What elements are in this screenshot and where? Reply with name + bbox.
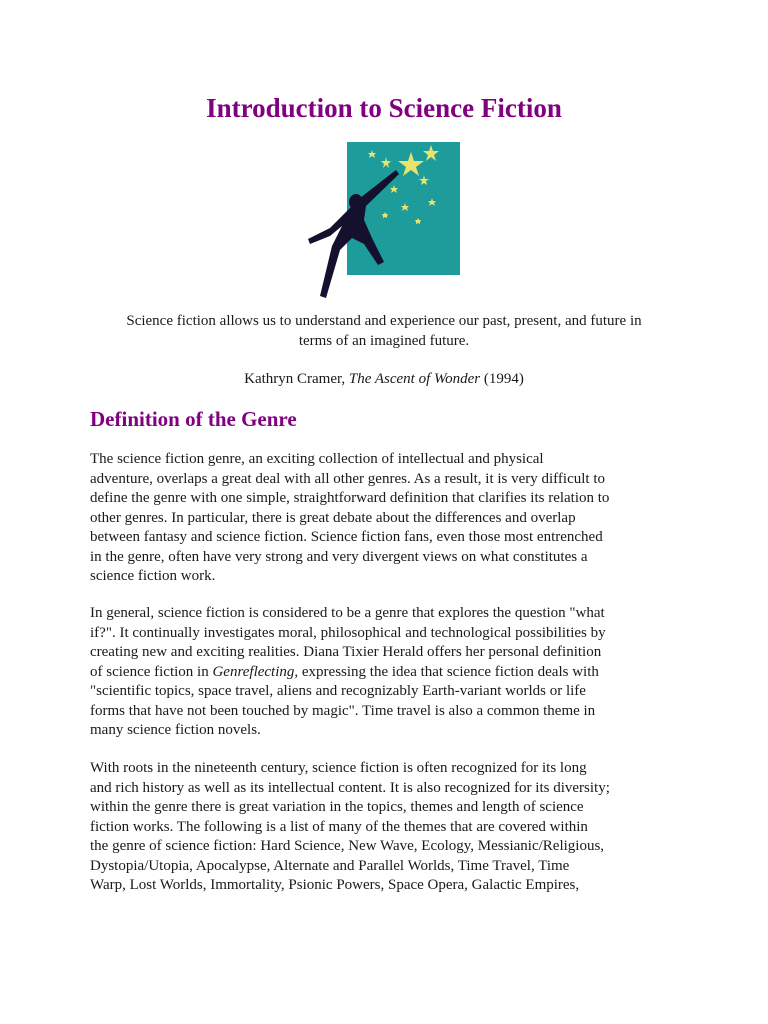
text-run: within the genre there is great variation in the topics, themes and length of science <box>90 799 584 815</box>
opening-quote <box>60 312 708 351</box>
paragraph-line <box>90 702 690 722</box>
text-run: many science fiction novels. <box>90 722 261 738</box>
paragraph <box>90 450 690 587</box>
paragraph-line <box>90 624 690 644</box>
text-run: of science fiction in <box>90 663 213 680</box>
text-run: other genres. In particular, there is great debate about the differences and overlap <box>90 509 576 526</box>
paragraph-line <box>90 837 690 857</box>
paragraph-line <box>90 721 690 741</box>
paragraph-line <box>90 682 690 702</box>
text-run: With roots in the nineteenth century, science fiction is often recognized for its long <box>90 760 587 776</box>
italic-title: Genreflecting <box>212 663 295 680</box>
text-run: In general, science fiction is considered to be a genre that explores the question "what <box>90 605 605 621</box>
text-run: if?". It continually investigates moral, philosophical and technological possibilities by <box>90 624 606 641</box>
text-run: , expressing the idea that science fiction deals with <box>294 663 599 680</box>
text-run: creating new and exciting realities. Diana Tixier Herald offers her personal definition <box>90 644 602 660</box>
paragraph-line <box>90 548 690 568</box>
text-run: the genre of science fiction: Hard Science, New Wave, Ecology, Messianic/Religious, <box>90 838 605 854</box>
paragraph-line <box>90 643 690 663</box>
attribution-work: The Ascent of Wonder <box>348 371 481 387</box>
text-run: in the genre, often have very strong and very divergent views on what constitutes a <box>90 548 588 565</box>
text-run: forms that have not been touched by magic". Time travel is also a common theme in <box>90 702 596 719</box>
text-run: adventure, overlaps a great deal with all other genres. As a result, it is very difficult to <box>90 470 605 487</box>
paragraph <box>90 604 690 741</box>
paragraph-line <box>90 857 690 877</box>
text-run: "scientific topics, space travel, aliens and recognizably Earth-variant worlds or life <box>90 683 586 699</box>
paragraph-line <box>90 567 690 587</box>
text-run: define the genre with one simple, straightforward definition that clarifies its relation to <box>90 490 610 506</box>
text-run: The science fiction genre, an exciting collection of intellectual and physical <box>90 451 544 467</box>
text-run: science fiction work. <box>90 568 216 584</box>
paragraph-line <box>90 450 690 470</box>
paragraph-line <box>90 470 690 490</box>
paragraph <box>90 759 690 896</box>
text-run: Warp, Lost Worlds, Immortality, Psionic Powers, Space Opera, Galactic Empires, <box>90 877 580 893</box>
page-title: Introduction to Science Fiction <box>206 93 562 123</box>
paragraph-line <box>90 818 690 838</box>
quote-line: Science fiction allows us to understand and experience our past, present, and future in <box>126 313 642 329</box>
paragraph-line <box>90 779 690 799</box>
text-run: and rich history as well as its intellectual content. It is also recognized for its diversity; <box>90 779 610 796</box>
section-heading: Definition of the Genre <box>90 407 297 431</box>
paragraph-line <box>90 663 690 683</box>
paragraph-line <box>90 604 690 624</box>
quote-attribution <box>0 369 768 389</box>
paragraph-line <box>90 759 690 779</box>
quote-line: terms of an imagined future. <box>298 332 470 349</box>
paragraph-line <box>90 528 690 548</box>
paragraph-line <box>90 876 690 896</box>
paragraph-line <box>90 489 690 509</box>
text-run: fiction works. The following is a list of many of the themes that are covered within <box>90 818 588 835</box>
text-run: Dystopia/Utopia, Apocalypse, Alternate and Parallel Worlds, Time Travel, Time <box>90 857 570 874</box>
paragraph-line <box>90 509 690 529</box>
attribution-author: Kathryn Cramer, <box>244 371 349 387</box>
attribution-year: (1994) <box>480 371 524 387</box>
paragraph-line <box>90 798 690 818</box>
figure-reaching-for-stars-icon <box>300 140 465 300</box>
text-run: between fantasy and science fiction. Science fiction fans, even those most entrenched <box>90 529 603 545</box>
